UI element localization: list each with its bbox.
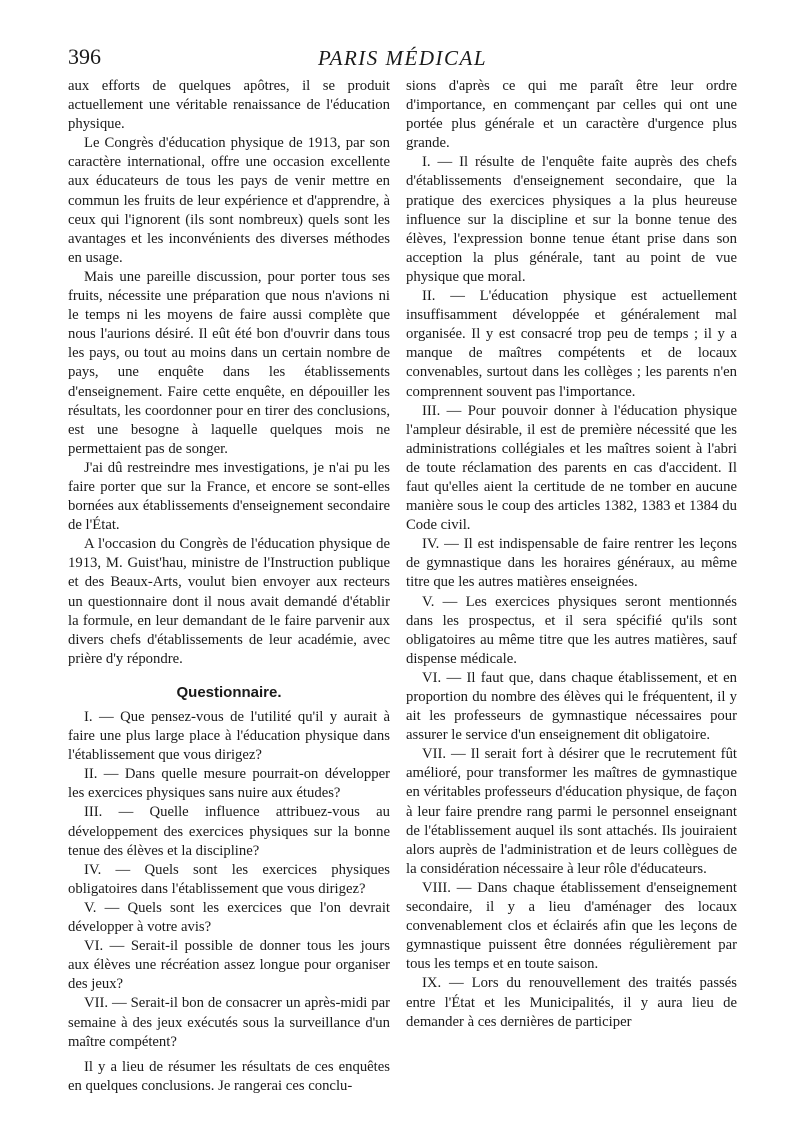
conclusion-item: III. — Pour pouvoir donner à l'éducation physique l'ampleur désirable, il est de première nécessité que les administrations collégiales et les maîtres soient à l'abri de toute réclamation des parents en cas d'accident. Il faut qu'elles aient la certitude de ne tomber en aucune manière sous le coup des articles 1382, 1383 et 1384 du Code civil. xyxy=(406,402,737,534)
conclusion-item: VII. — Il serait fort à désirer que le recrutement fût amélioré, pour transformer les maîtres de gymnastique en véritables professeurs d'éducation physique, de façon à leur faire prendre rang parmi le personnel enseignant de l'établissement auquel ils sont attachés. Ils jouiraient alors auprès de l'administration et de leurs collègues de la considération nécessaire à leur rôle d'éducateurs. xyxy=(406,746,737,877)
question-item: IV. — Quels sont les exercices physiques obligatoires dans l'établissement que vous dirigez? xyxy=(68,861,390,897)
left-column xyxy=(68,77,390,1096)
paragraph: Le Congrès d'éducation physique de 1913, par son caractère international, offre une occasion excellente aux éducateurs de tous les pays de venir mettre en commun les fruits de leur expérience et d'apprendre, à ceux qui l'ignorent (ils sont nombreux) quels sont les avantages et les inconvénients des diverses méthodes en usage. xyxy=(68,135,390,266)
paragraph: Il y a lieu de résumer les résultats de ces enquêtes en quelques conclusions. Je rangerai ces conclu- xyxy=(68,1058,390,1094)
page-header xyxy=(68,44,738,72)
paragraph: J'ai dû restreindre mes investigations, je n'ai pu les faire porter que sur la France, et encore se sont-elles bornées aux établissements d'enseignement secondaire de l'État. xyxy=(68,459,390,534)
question-item: I. — Que pensez-vous de l'utilité qu'il y aurait à faire une plus large place à l'éducation physique dans l'établissement que vous dirigez? xyxy=(68,709,390,764)
paragraph: aux efforts de quelques apôtres, il se produit actuellement une véritable renaissance de l'éducation physique. xyxy=(68,78,390,133)
paragraph: A l'occasion du Congrès de l'éducation physique de 1913, M. Guist'hau, ministre de l'Instruction publique et des Beaux-Arts, voulut bien envoyer aux recteurs un questionnaire dont il nous avait demandé d'établir la formule, en leur demandant de le faire parvenir aux divers chefs d'établissements de leur académie, avec prière d'y répondre. xyxy=(68,536,390,667)
question-item: V. — Quels sont les exercices que l'on devrait développer à votre avis? xyxy=(68,899,390,936)
paragraph: Mais une pareille discussion, pour porter tous ses fruits, nécessite une préparation que nous n'avions ni le temps ni les moyens de faire aussi complète que nous l'aurions désiré. Il eût été bon d'ouvrir dans tous les pays, ou tout au moins dans un certain nombre de pays, une enquête dans les établissements d'enseignement. Faire cette enquête, en dépouiller les résultats, les coordonner pour en tirer des conclusions, est une besogne à laquelle quelques mois ne permettaient pas de songer. xyxy=(68,268,390,457)
page-number: 396 xyxy=(68,44,101,69)
question-item: VI. — Serait-il possible de donner tous les jours aux élèves une récréation assez longue pour organiser des jeux? xyxy=(68,938,390,993)
conclusion-item: IV. — Il est indispensable de faire rentrer les leçons de gymnastique dans les horaires généraux, au même titre que les autres matières enseignées. xyxy=(406,536,737,591)
running-title: PARIS MÉDICAL xyxy=(318,46,488,70)
conclusion-item: V. — Les exercices physiques seront mentionnés dans les prospectus, et il sera spécifié qu'ils sont obligatoires au même titre que les autres matières, sauf dispense médicale. xyxy=(406,593,737,667)
conclusion-item: VIII. — Dans chaque établissement d'enseignement secondaire, il y a lieu d'aménager des locaux convenablement clos et éclairés afin que les leçons de gymnastique puissent être données régulièrement par tous les temps et en toute saison. xyxy=(406,879,737,973)
question-item: II. — Dans quelle mesure pourrait-on développer les exercices physiques sans nuire aux études? xyxy=(68,766,390,802)
question-item: III. — Quelle influence attribuez-vous au développement des exercices physiques sur la bonne tenue des élèves et la discipline? xyxy=(68,804,390,859)
conclusion-item: I. — Il résulte de l'enquête faite auprès des chefs d'établissements d'enseignement secondaire, que la pratique des exercices physiques a la plus heureuse influence sur la discipline et sur la bonne tenue des élèves, l'expression bonne tenue étant prise dans son acception la plus générale, tant au point de vue physique que moral. xyxy=(406,154,737,285)
conclusion-item: VI. — Il faut que, dans chaque établissement, et en proportion du nombre des élèves qui le fréquentent, il y ait les professeurs de gymnastique nécessaires pour assurer le service d'un enseignement dit obligatoire. xyxy=(406,669,737,744)
conclusion-item: IX. — Lors du renouvellement des traités passés entre l'État et les Municipalités, il y aura lieu de demander à ces dernières de participer xyxy=(406,975,737,1030)
conclusion-item: II. — L'éducation physique est actuellement insuffisamment développée et généralement mal organisée. Il y est consacré trop peu de temps ; il y a manque de maîtres compétents et de locaux convenables, surtout dans les collèges ; les parents n'en comprennent souvent pas l'importance. xyxy=(406,288,737,400)
section-heading: Questionnaire. xyxy=(176,683,282,701)
right-column xyxy=(406,77,737,1032)
paragraph: sions d'après ce qui me paraît être leur ordre d'importance, en commençant par celles qui ont une portée plus générale et un caractère d'urgence plus grande. xyxy=(406,78,737,152)
question-item: VII. — Serait-il bon de consacrer un après-midi par semaine à des jeux exécutés sous la surveillance d'un maître compétent? xyxy=(68,995,390,1050)
